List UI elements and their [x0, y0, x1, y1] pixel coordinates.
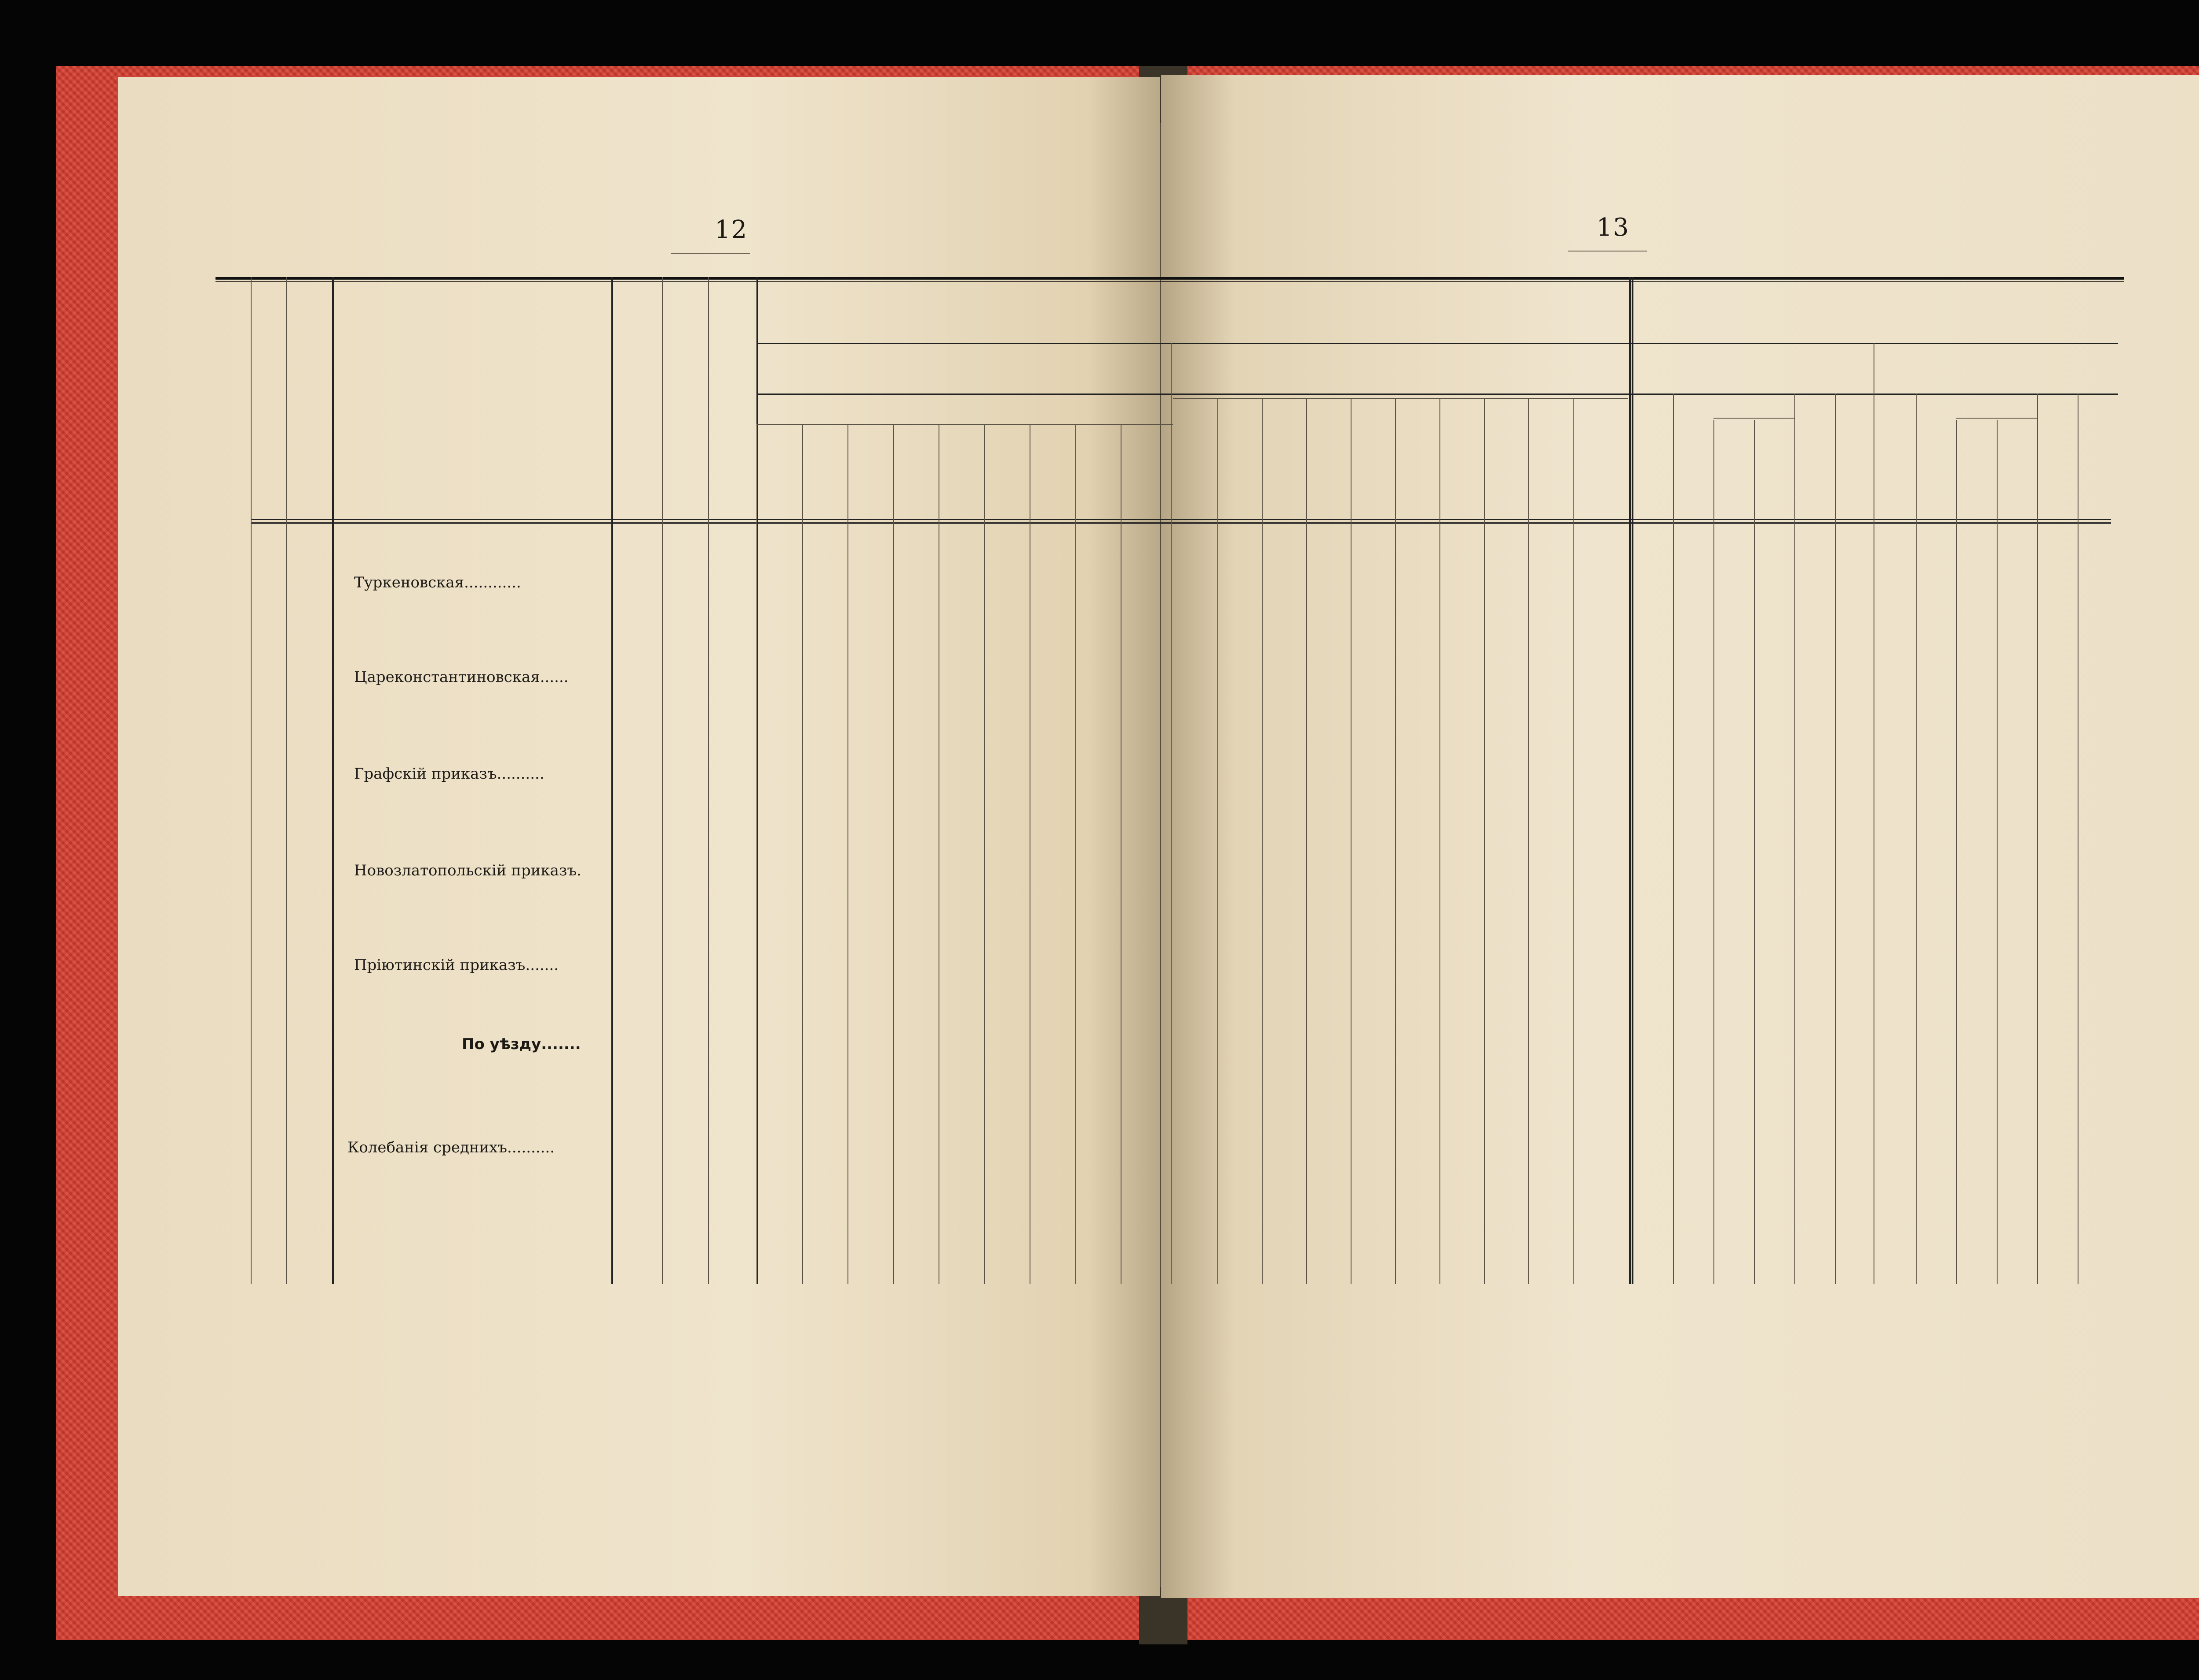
hay-divider-2	[1632, 277, 1633, 1284]
col-divider	[802, 424, 803, 1284]
left-page	[118, 77, 1160, 1596]
col-divider	[1673, 394, 1674, 1284]
col-divider	[1484, 398, 1485, 1284]
col-divider	[611, 277, 613, 1284]
col-divider	[893, 424, 894, 1284]
title-rule	[756, 343, 2118, 344]
hay-divider	[1629, 277, 1631, 1284]
col-divider	[332, 277, 334, 1284]
col-divider	[1956, 420, 1957, 1284]
col-divider	[1573, 398, 1574, 1284]
col-divider	[1217, 398, 1218, 1284]
hay-fallow-rule	[1713, 418, 1794, 419]
col-divider	[1528, 398, 1529, 1284]
col-divider	[1306, 398, 1307, 1284]
page-number-left: 12	[715, 215, 748, 244]
col-divider	[1835, 394, 1836, 1284]
col-divider	[756, 424, 757, 1284]
row-name: Пріютинскій приказъ.......	[354, 956, 559, 974]
right-page	[1161, 75, 2199, 1598]
top-rule-2	[216, 281, 2124, 282]
peasants-sub-rule	[756, 424, 1173, 425]
col-divider	[708, 277, 709, 1284]
row-name: Туркеновская............	[354, 574, 521, 591]
col-divider	[984, 424, 985, 1284]
header-bottom-rule-2	[251, 522, 2111, 524]
col-divider	[1713, 420, 1714, 1284]
col-divider	[847, 424, 848, 1284]
col-divider	[1754, 420, 1755, 1284]
row-name: Новозлатопольскій приказъ.	[354, 862, 581, 879]
col-divider	[1395, 398, 1396, 1284]
col-divider	[1997, 420, 1998, 1284]
row-name: Цареконстантиновская......	[354, 668, 569, 686]
hay-fallow-rule	[1956, 418, 2037, 419]
group-rule	[756, 394, 2118, 395]
col-divider	[1794, 394, 1795, 1284]
top-rule	[216, 277, 2124, 280]
private-sub-rule	[1173, 398, 1628, 399]
col-divider	[286, 277, 287, 1284]
header-bottom-rule	[251, 519, 2111, 520]
group-divider-private	[1171, 343, 1172, 1284]
ranges-row-name: Колебанія среднихъ..........	[347, 1139, 555, 1156]
col-divider	[1916, 394, 1917, 1284]
total-row-name: По уѣзду.......	[462, 1035, 581, 1053]
row-name: Графскій приказъ..........	[354, 765, 544, 783]
page-number-right: 13	[1596, 213, 1630, 242]
col-divider	[1262, 398, 1263, 1284]
col-divider	[1075, 424, 1076, 1284]
col-divider	[662, 277, 663, 1284]
col-divider	[1351, 398, 1352, 1284]
col-divider	[251, 277, 252, 1284]
col-divider	[2037, 394, 2038, 1284]
col-divider	[1439, 398, 1440, 1284]
